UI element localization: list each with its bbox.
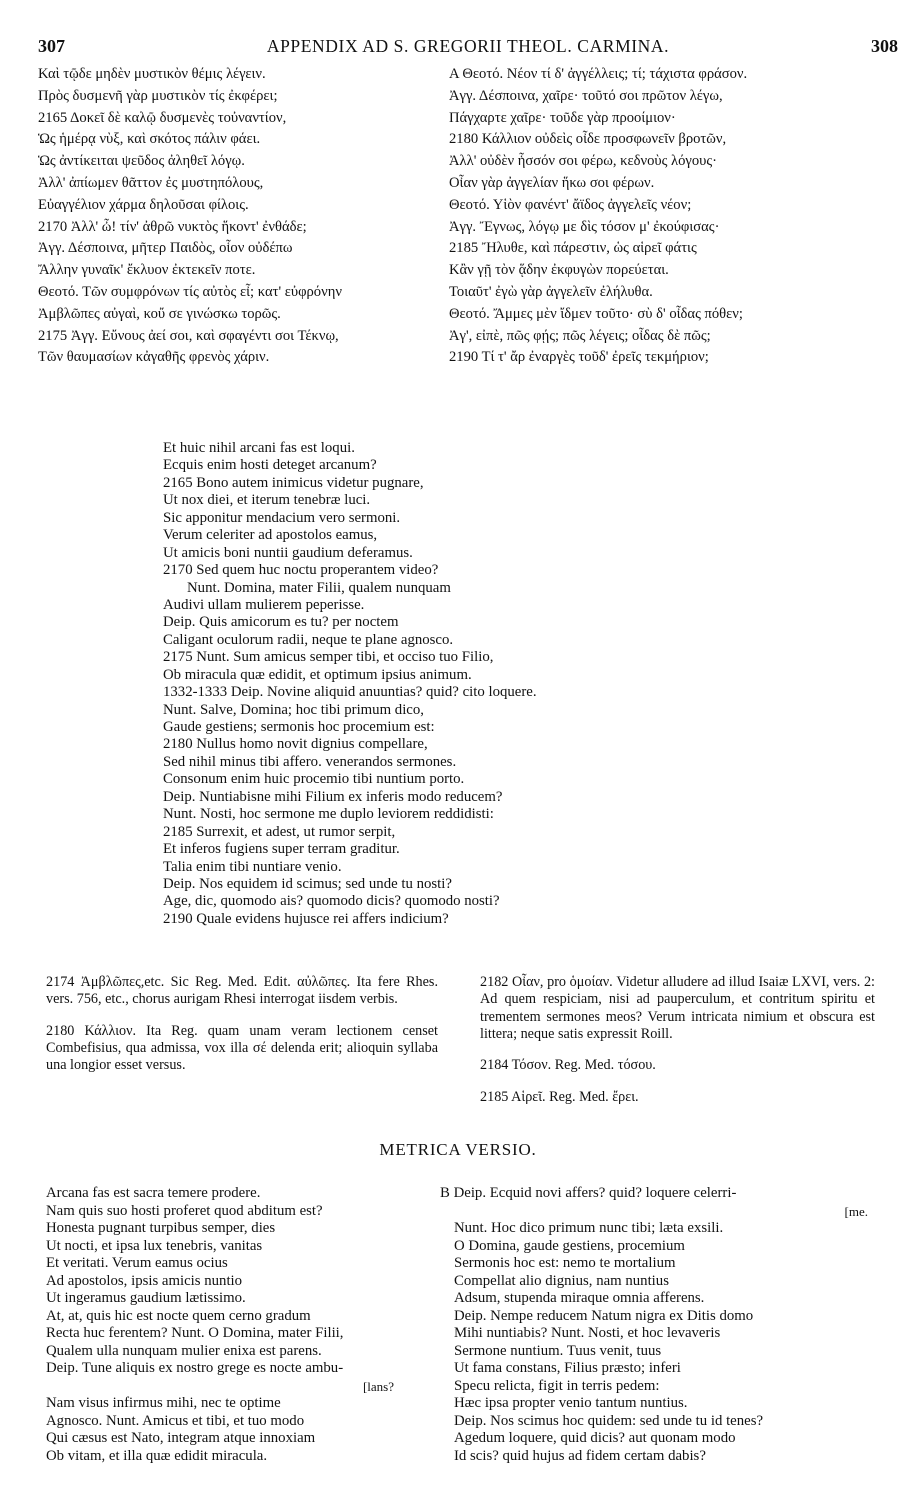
footnote: 2182 Οἶαν, pro ὁμοίαν. Videtur alludere ad illud Isaiæ LXVI, vers. 2: Ad quem respiciam, nisi ad pauperculum, et contritum spiritu et trementem sermones meos? Verum intricata nimium et obscura est littera; neque satis expressit Roill. bbox=[480, 974, 875, 1042]
verse-line: Nam visus infirmus mihi, nec te optime bbox=[46, 1395, 281, 1411]
verse-line: Honesta pugnant turpibus semper, dies bbox=[46, 1220, 276, 1236]
greek-text-right-column bbox=[449, 64, 899, 369]
greek-line: Ἀγ', εἰπὲ, πῶς φῄς; πῶς λέγεις; οἶδας δὲ πῶς; bbox=[449, 327, 711, 344]
greek-line: Θεοτό. Ἄμμες μὲν ἴδμεν τοῦτο· σὺ δ' οἶδας πόθεν; bbox=[449, 305, 743, 322]
latin-line: Sed nihil minus tibi affero. venerandos sermones. bbox=[163, 753, 457, 770]
footnote: 2174 Ἀμβλῶπες,etc. Sic Reg. Med. Edit. αὐλῶπες. Ita fere Rhes. vers. 756, etc., chorus aurigam Rhesi interrogat iisdem verbis. bbox=[46, 974, 438, 1008]
latin-line: 2190 Quale evidens hujusce rei affers indicium? bbox=[163, 910, 449, 927]
latin-translation bbox=[163, 440, 763, 928]
verse-line: Deip. Tune aliquis ex nostro grege es nocte ambu- bbox=[46, 1360, 344, 1376]
latin-line: 2180 Nullus homo novit dignius compellare, bbox=[163, 736, 428, 753]
latin-line: 2175 Nunt. Sum amicus semper tibi, et occiso tuo Filio, bbox=[163, 649, 494, 666]
latin-line: Nunt. Domina, mater Filii, qualem nunquam bbox=[187, 579, 451, 596]
verse-line: Hæc ipsa propter venio tantum nuntius. bbox=[454, 1395, 688, 1411]
page-number-right: 308 bbox=[871, 36, 898, 56]
verse-line: Ob vitam, et illa quæ edidit miracula. bbox=[46, 1447, 268, 1464]
latin-line: 2165 Bono autem inimicus videtur pugnare, bbox=[163, 474, 424, 491]
verse-line-overflow: [me. bbox=[844, 1203, 868, 1219]
latin-line: Ut amicis boni nuntii gaudium deferamus. bbox=[163, 544, 413, 561]
greek-line: Κἂν γῇ τὸν ᾅδην ἐκφυγὼν πορεύεται. bbox=[449, 262, 669, 279]
verse-line: Ut ingeramus gaudium lætissimo. bbox=[46, 1290, 246, 1306]
verse-line: B Deip. Ecquid novi affers? quid? loquere celerri- bbox=[440, 1185, 737, 1201]
verse-line: Deip. Nos scimus hoc quidem: sed unde tu id tenes? bbox=[454, 1412, 764, 1429]
greek-line: Καὶ τῷδε μηδὲν μυστικὸν θέμις λέγειν. bbox=[38, 66, 266, 82]
section-title: METRICA VERSIO. bbox=[379, 1140, 537, 1159]
verse-line: Nunt. Hoc dico primum nunc tibi; læta exsili. bbox=[454, 1220, 724, 1236]
latin-line: Nunt. Salve, Domina; hoc tibi primum dico, bbox=[163, 701, 424, 718]
verse-line: O Domina, gaude gestiens, procemium bbox=[454, 1237, 685, 1254]
page-header bbox=[38, 36, 898, 60]
latin-line: Talia enim tibi nuntiare venio. bbox=[163, 858, 342, 875]
footnote: 2180 Κάλλιον. Ita Reg. quam unam veram lectionem censet Combefisius, qua admissa, vox illa σέ delenda erit; alioquin syllaba una longior esset versus. bbox=[46, 1022, 438, 1074]
latin-line: Ob miracula quæ edidit, et optimum ipsius animum. bbox=[163, 666, 472, 683]
footnote: 2184 Τόσον. Reg. Med. τόσου. bbox=[480, 1057, 656, 1074]
latin-line: Sic apponitur mendacium vero sermoni. bbox=[163, 509, 401, 526]
greek-line: Θεοτό. Τῶν συμφρόνων τίς αὐτὸς εἶ; κατ' εὐφρόνην bbox=[38, 283, 342, 300]
page-number-left: 307 bbox=[38, 36, 65, 56]
latin-line: Deip. Nuntiabisne mihi Filium ex inferis modo reducem? bbox=[163, 788, 503, 805]
latin-line: Age, dic, quomodo ais? quomodo dicis? quomodo nosti? bbox=[163, 893, 500, 910]
metrical-version-left-column bbox=[46, 1185, 426, 1465]
greek-line: Ἀγγ. Δέσποινα, μῆτερ Παιδὸς, οἷον οὐδέπω bbox=[38, 240, 293, 257]
verse-line: Sermone nuntium. Tuus venit, tuus bbox=[454, 1342, 662, 1359]
greek-line: Ἀμβλῶπες αὐγαὶ, κοὔ σε γινώσκω τορῶς. bbox=[38, 305, 281, 322]
latin-line: Et huic nihil arcani fas est loqui. bbox=[163, 440, 355, 456]
latin-line: Audivi ullam mulierem peperisse. bbox=[163, 596, 365, 613]
latin-line: Deip. Nos equidem id scimus; sed unde tu nosti? bbox=[163, 875, 452, 892]
latin-line: Consonum enim huic procemio tibi nuntium porto. bbox=[163, 771, 465, 788]
verse-line: Mihi nuntiabis? Nunt. Nosti, et hoc levaveris bbox=[454, 1325, 721, 1341]
latin-line: 2185 Surrexit, et adest, ut rumor serpit, bbox=[163, 823, 396, 840]
latin-line: Nunt. Nosti, hoc sermone me duplo leviorem reddidisti: bbox=[163, 806, 494, 823]
verse-line: At, at, quis hic est nocte quem cerno gradum bbox=[46, 1307, 311, 1324]
verse-line: Ut nocti, et ipsa lux tenebris, vanitas bbox=[46, 1237, 263, 1254]
latin-line: Ut nox diei, et iterum tenebræ luci. bbox=[163, 492, 371, 509]
verse-line: Specu relicta, figit in terris pedem: bbox=[454, 1377, 660, 1394]
running-title: APPENDIX AD S. GREGORII THEOL. CARMINA. bbox=[266, 36, 670, 56]
verse-line: Qualem ulla nunquam mulier enixa est parens. bbox=[46, 1342, 322, 1359]
verse-line: Recta huc ferentem? Nunt. O Domina, mater Filii, bbox=[46, 1325, 344, 1341]
greek-line: Τῶν θαυμασίων κἀγαθῆς φρενὸς χάριν. bbox=[38, 349, 270, 366]
latin-line: Deip. Quis amicorum es tu? per noctem bbox=[163, 614, 399, 631]
verse-line: Qui cæsus est Nato, integram atque innoxiam bbox=[46, 1430, 316, 1446]
latin-line-with-column-number: 1332-1333 Deip. Novine aliquid anuuntias? quid? cito loquere. bbox=[163, 684, 537, 701]
greek-line: Εὐαγγέλιον χάρμα δηλοῦσαι φίλοις. bbox=[38, 196, 249, 213]
verse-line: Arcana fas est sacra temere prodere. bbox=[46, 1185, 261, 1201]
verse-line: Ad apostolos, ipsis amicis nuntio bbox=[46, 1272, 243, 1289]
verse-line: Sermonis hoc est: nemo te mortalium bbox=[454, 1255, 676, 1271]
greek-line: 2170 Ἀλλ' ὦ! τίν' ἀθρῶ νυκτὸς ἥκοντ' ἐνθάδε; bbox=[38, 218, 307, 235]
verse-line: Nam quis suo hosti proferet quod abditum est? bbox=[46, 1202, 323, 1219]
verse-line: Et veritati. Verum eamus ocius bbox=[46, 1255, 228, 1271]
greek-line: Τοιαῦτ' ἐγὼ γὰρ ἀγγελεῖν ἐλήλυθα. bbox=[449, 283, 653, 300]
greek-line: 2175 Ἀγγ. Εὔνους ἀεί σοι, καὶ σφαγέντι σοι Τέκνῳ, bbox=[38, 327, 339, 344]
verse-line: Agedum loquere, quid dicis? aut quonam modo bbox=[454, 1430, 736, 1446]
verse-line: Deip. Nempe reducem Natum nigra ex Ditis domo bbox=[454, 1307, 754, 1324]
latin-line: Caligant oculorum radii, neque te plane agnosco. bbox=[163, 631, 454, 648]
greek-line: Ἀλλ' ἀπίωμεν θᾶττον ἐς μυστηπόλους, bbox=[38, 174, 264, 191]
greek-line: 2190 Τί τ' ἄρ ἐναργὲς τοῦδ' ἐρεῖς τεκμήριον; bbox=[449, 349, 709, 366]
greek-line: Πρὸς δυσμενῆ γὰρ μυστικὸν τίς ἐκφέρει; bbox=[38, 87, 278, 104]
latin-line: 2170 Sed quem huc noctu properantem video? bbox=[163, 562, 439, 579]
verse-line: Ut fama constans, Filius præsto; inferi bbox=[454, 1360, 681, 1376]
verse-line: Id scis? quid hujus ad fidem certam dabis? bbox=[454, 1447, 706, 1464]
verse-line-overflow: [lans? bbox=[362, 1378, 394, 1394]
latin-line: Et inferos fugiens super terram graditur. bbox=[163, 841, 400, 858]
latin-line: Verum celeriter ad apostolos eamus, bbox=[163, 527, 378, 544]
greek-line: Ἀγγ. Ἔγνως, λόγῳ με δὶς τόσον μ' ἐκούφισας· bbox=[449, 218, 720, 235]
greek-line: Οἶαν γὰρ ἀγγελίαν ἥκω σοι φέρων. bbox=[449, 174, 655, 191]
greek-line: Ἀγγ. Δέσποινα, χαῖρε· τοῦτό σοι πρῶτον λέγω, bbox=[449, 87, 723, 104]
greek-line: Ὡς ἀντίκειται ψεῦδος ἀληθεῖ λόγῳ. bbox=[38, 153, 245, 170]
greek-line: 2180 Κάλλιον οὐδεὶς οἶδε προσφωνεῖν βροτῶν, bbox=[449, 131, 727, 148]
verse-line: Agnosco. Nunt. Amicus et tibi, et tuo modo bbox=[46, 1412, 305, 1429]
greek-text-left-column bbox=[38, 64, 448, 369]
greek-line: 2165 Δοκεῖ δὲ καλῷ δυσμενὲς τοὐναντίον, bbox=[38, 109, 287, 126]
verse-line: Compellat alio dignius, nam nuntius bbox=[454, 1272, 669, 1289]
greek-line: Ὡς ἡμέρᾳ νὺξ, καὶ σκότος πάλιν φάει. bbox=[38, 131, 261, 148]
verse-line: Adsum, stupenda miraque omnia afferens. bbox=[454, 1290, 705, 1306]
metrical-version-right-column bbox=[440, 1185, 900, 1465]
greek-line: Πάγχαρτε χαῖρε· τοῦδε γὰρ προοίμιον· bbox=[449, 109, 676, 126]
latin-line: Gaude gestiens; sermonis hoc procemium est: bbox=[163, 719, 435, 735]
footnote: 2185 Αἱρεῖ. Reg. Med. ἔρει. bbox=[480, 1088, 639, 1105]
greek-line: Ἄλλην γυναῖκ' ἔκλυον ἐκτεκεῖν ποτε. bbox=[38, 262, 256, 279]
greek-line: Θεοτό. Υἱὸν φανέντ' ἄϊδος ἀγγελεῖς νέον; bbox=[449, 196, 692, 213]
greek-line: A Θεοτό. Νέον τί δ' ἀγγέλλεις; τί; τάχιστα φράσον. bbox=[449, 66, 748, 82]
footnotes-right-column bbox=[480, 960, 875, 1106]
greek-line: Ἀλλ' οὐδὲν ἧσσόν σοι φέρω, κεδνοὺς λόγους· bbox=[449, 153, 718, 170]
footnotes-left-column bbox=[46, 960, 438, 1074]
greek-line: 2185 Ἤλυθε, καὶ πάρεστιν, ὡς αἱρεῖ φάτις bbox=[449, 240, 697, 257]
latin-line: Ecquis enim hosti deteget arcanum? bbox=[163, 457, 377, 474]
